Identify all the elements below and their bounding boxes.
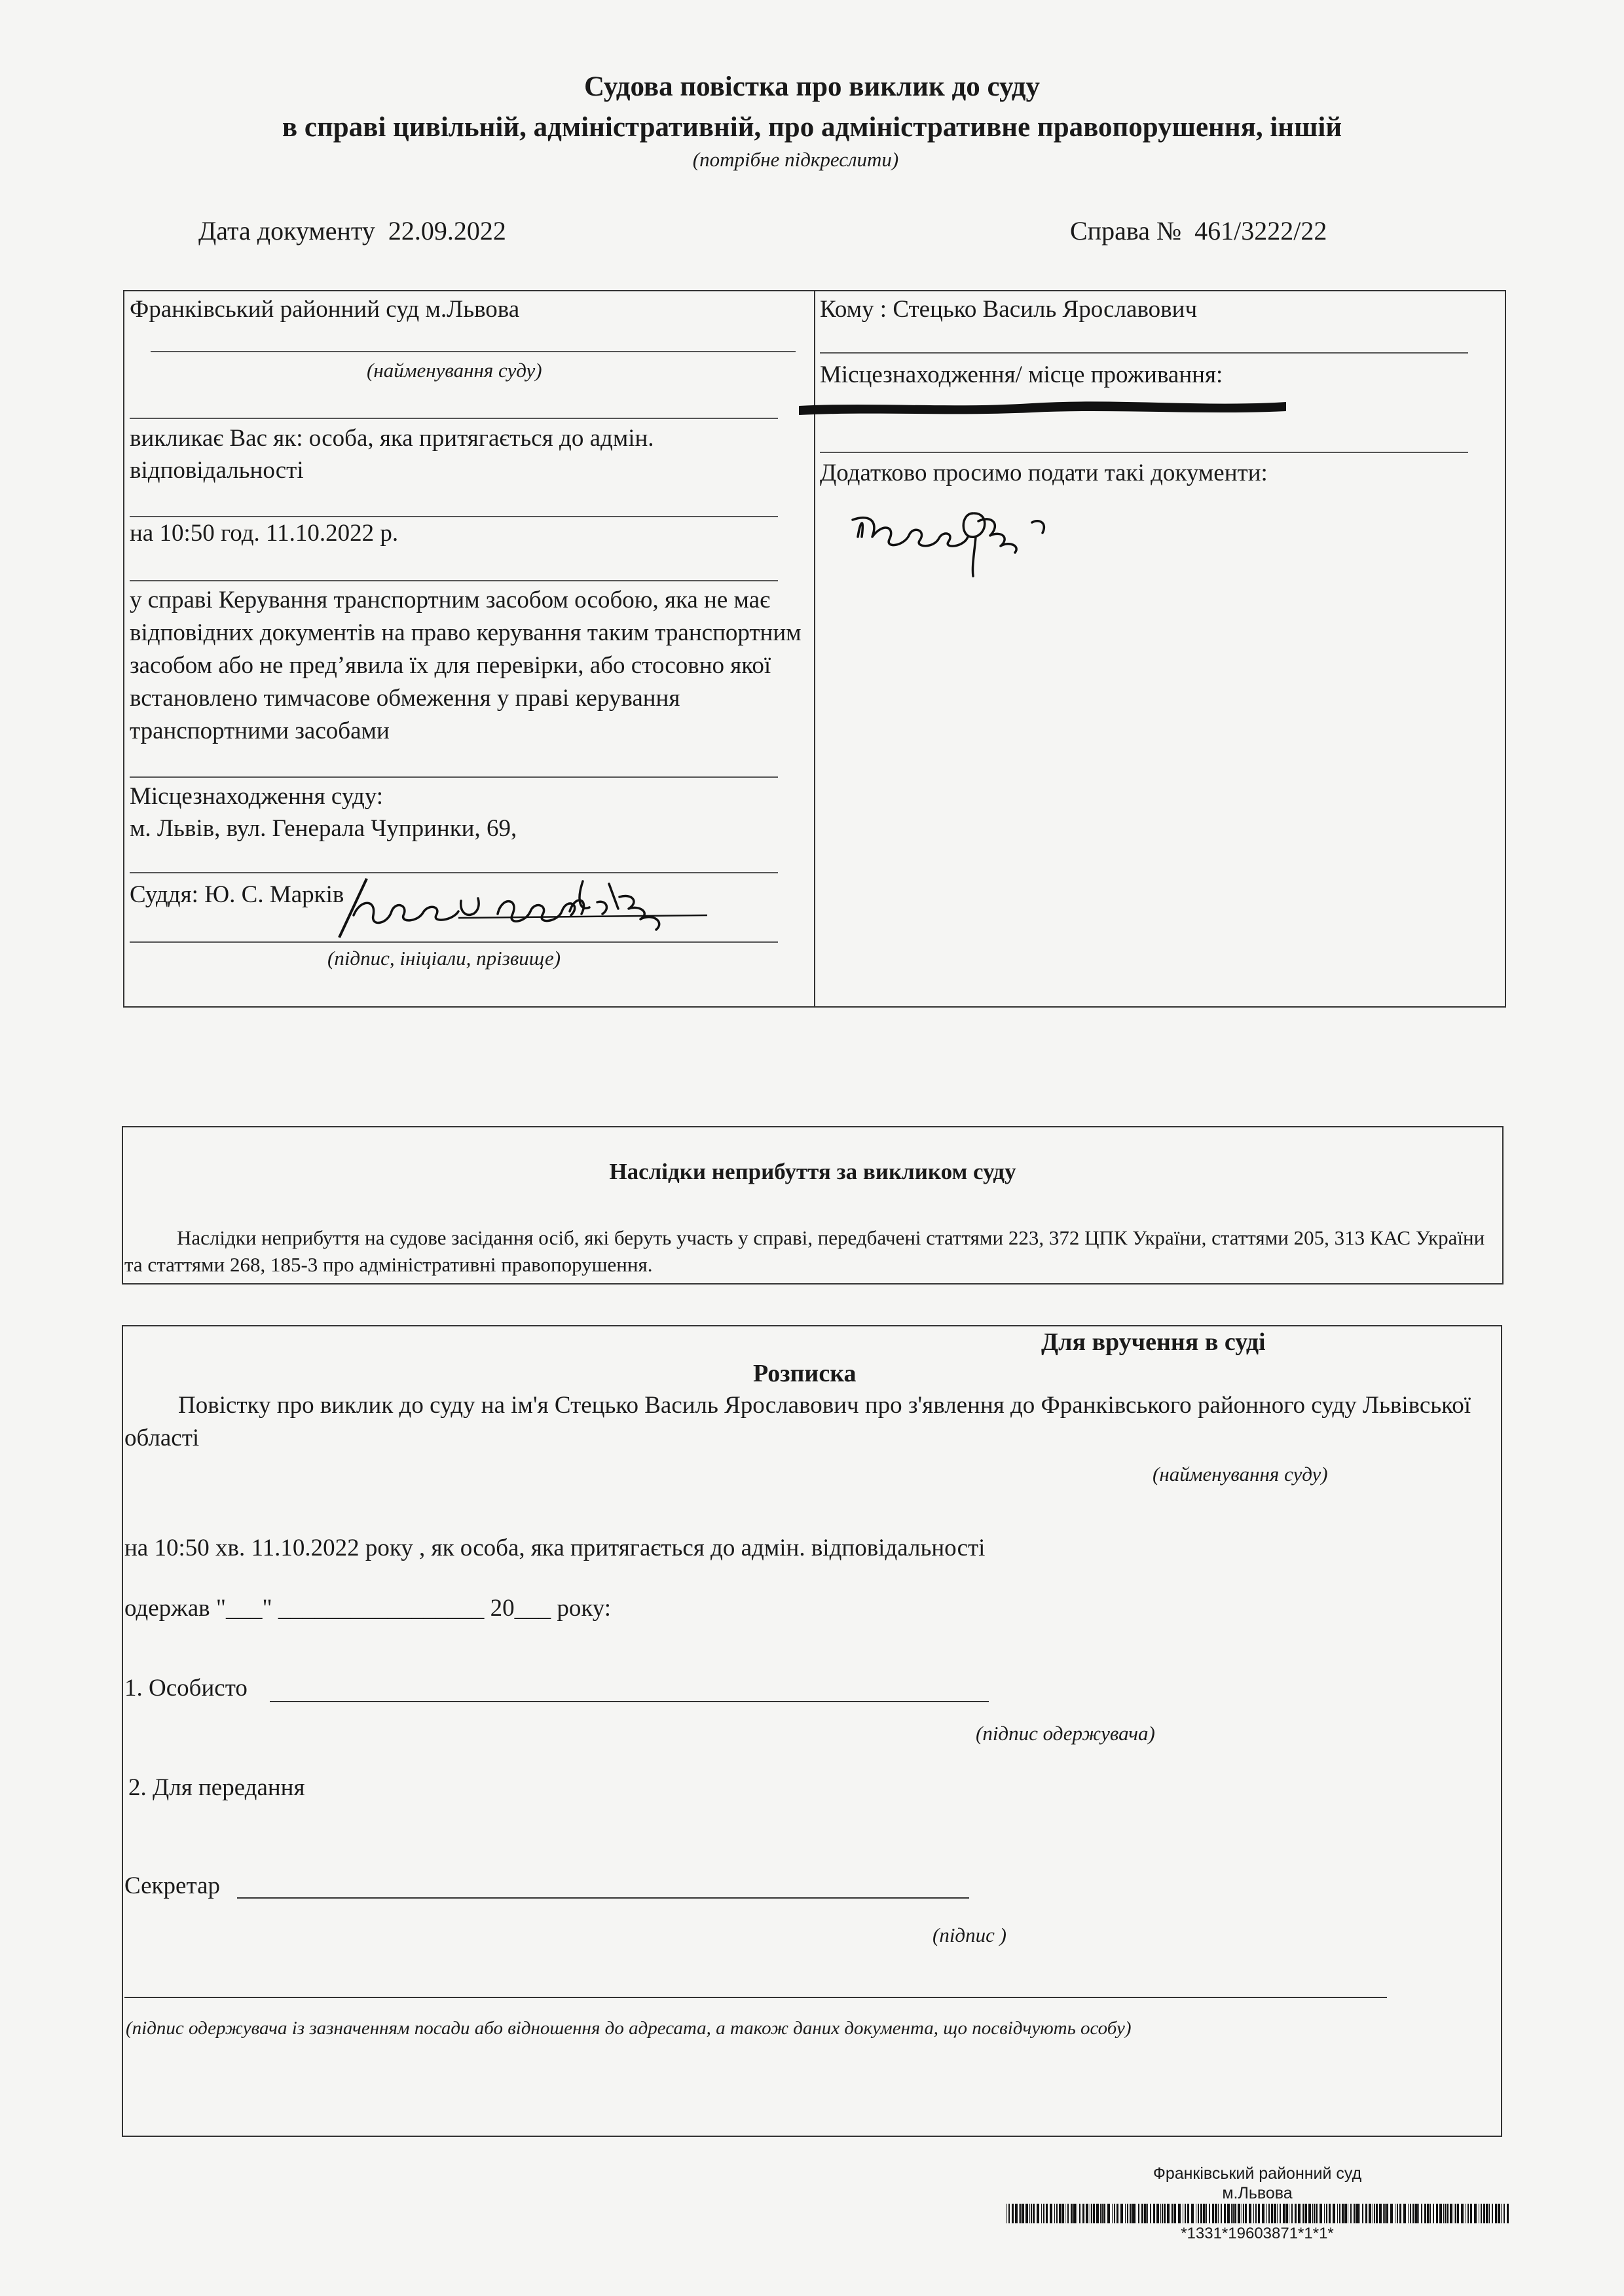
divider-3 bbox=[130, 580, 778, 581]
case-number bbox=[1070, 215, 1327, 247]
doc-date-value: 22.09.2022 bbox=[388, 216, 506, 246]
court-name-underline bbox=[151, 351, 796, 352]
recipient-details-line bbox=[124, 1997, 1387, 1998]
title-line-2: в справі цивільній, адміністративній, про адміністративне правопорушення, іншій bbox=[282, 112, 1342, 143]
divider-6 bbox=[130, 941, 778, 943]
doc-date-label: Дата документу bbox=[198, 216, 375, 246]
recipient-details-hint: (підпис одержувача із зазначенням посади або відношення до адресата, а також даних документа, що посвідчують особу) bbox=[126, 2018, 1132, 2039]
extra-docs-label: Додатково просимо подати такі документи: bbox=[820, 460, 1268, 486]
receipt-time-line: на 10:50 хв. 11.10.2022 року , як особа, яка притягається до адмін. відповідальності bbox=[124, 1535, 986, 1561]
title-line-1: Судова повістка про виклик до суду bbox=[583, 71, 1041, 102]
redacted-address-mark bbox=[796, 385, 1289, 418]
consequences-text: Наслідки неприбуття на судове засідання осіб, які беруть участь у справі, передбачені статтями 223, 372 ЦПК України, статтями 205, 313 КАС України та статтями 268, 185-3 про адміністративні правопорушення. bbox=[124, 1226, 1485, 1276]
case-number-value: 461/3222/22 bbox=[1194, 216, 1327, 246]
recipient: Кому : Стецько Василь Ярославович bbox=[820, 296, 1198, 323]
secretary-signature-line bbox=[237, 1897, 969, 1899]
called-as: викликає Вас як: особа, яка притягається до адмін. відповідальності bbox=[130, 425, 654, 484]
judge-hint: (підпис, ініціали, прізвище) bbox=[327, 947, 561, 970]
received-line: одержав "___" _________________ 20___ року: bbox=[124, 1595, 612, 1622]
for-court-label: Для вручення в суді bbox=[1041, 1328, 1266, 1356]
secretary-sign-hint: (підпис ) bbox=[932, 1923, 1006, 1946]
personally-label: 1. Особисто bbox=[124, 1675, 248, 1702]
for-transfer-label: 2. Для передання bbox=[128, 1774, 305, 1801]
recipient-sign-hint: (підпис одержувача) bbox=[976, 1722, 1155, 1745]
receipt-court-hint: (найменування суду) bbox=[1153, 1463, 1328, 1485]
case-label: Справа № bbox=[1070, 216, 1182, 246]
personally-signature-line bbox=[270, 1701, 989, 1702]
residence-label: Місцезнаходження/ місце проживання: bbox=[820, 361, 1223, 388]
divider-1 bbox=[130, 418, 778, 419]
barcode-text: *1331*19603871*1*1* bbox=[1181, 2225, 1334, 2242]
receipt-text: Повістку про виклик до суду на ім'я Стецько Василь Ярославович про з'явлення до Франківського районного суду Львівської області bbox=[124, 1392, 1471, 1451]
consequences-title: Наслідки неприбуття за викликом суду bbox=[609, 1159, 1016, 1184]
court-name: Франківський районний суд м.Львова bbox=[130, 296, 520, 323]
receipt-title: Розписка bbox=[753, 1360, 857, 1387]
judge-signature-handwriting bbox=[327, 864, 733, 943]
case-description: у справі Керування транспортним засобом особою, яка не має відповідних документів на право керування таким транспортним засобом або не пред’явила їх для перевірки, або стосовно якої встановлено тимчасове обмеження у праві керування транспортними засобами bbox=[130, 587, 802, 744]
court-location: м. Львів, вул. Генерала Чупринки, 69, bbox=[130, 815, 517, 842]
title-hint: (потрібне підкреслити) bbox=[692, 148, 899, 171]
divider-4 bbox=[130, 776, 778, 778]
passport-handwriting bbox=[845, 484, 1061, 583]
hearing-time: на 10:50 год. 11.10.2022 р. bbox=[130, 520, 399, 547]
barcode bbox=[1006, 2204, 1510, 2223]
judge-name: Суддя: Ю. С. Марків bbox=[130, 881, 344, 908]
footer-court-line-1: Франківський районний суд bbox=[1153, 2164, 1362, 2183]
footer-court-line-2: м.Львова bbox=[1222, 2184, 1293, 2202]
secretary-label: Секретар bbox=[124, 1872, 220, 1899]
recipient-underline bbox=[820, 352, 1468, 354]
document-date bbox=[198, 215, 506, 247]
court-location-label: Місцезнаходження суду: bbox=[130, 783, 384, 810]
court-name-hint: (найменування суду) bbox=[367, 359, 542, 382]
residence-divider bbox=[820, 452, 1468, 453]
